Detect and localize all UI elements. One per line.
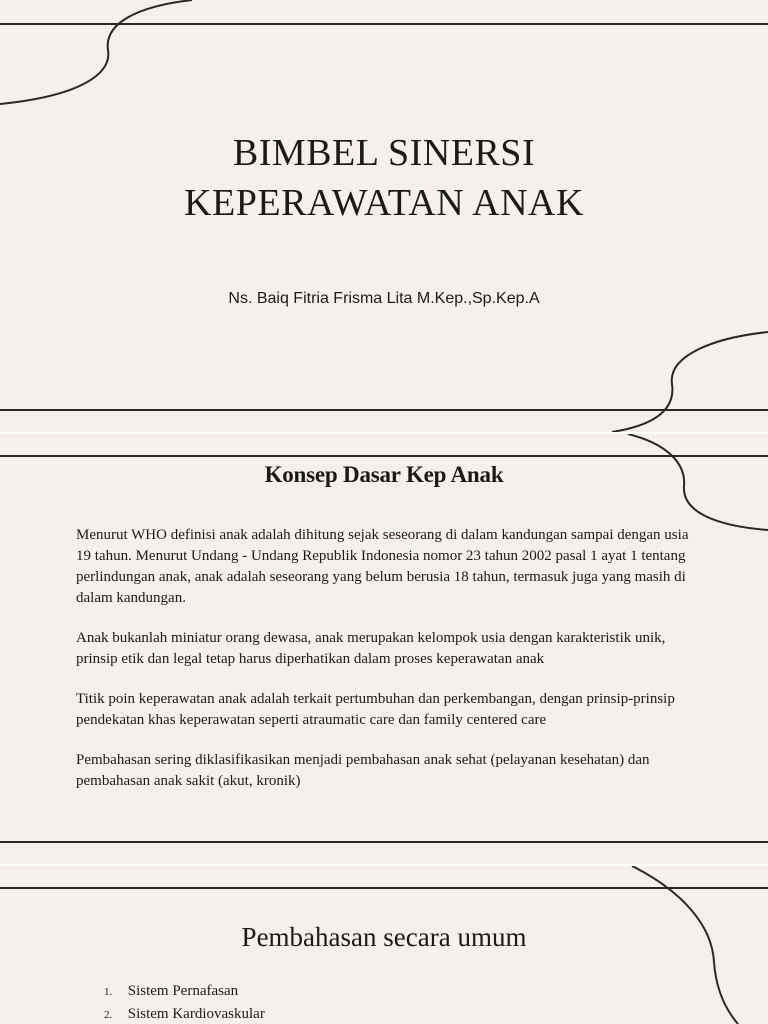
list-item (104, 980, 265, 1003)
slide-pembahasan (0, 866, 768, 1024)
section-body (76, 525, 702, 811)
paragraph: Menurut WHO definisi anak adalah dihitung sejak seseorang di dalam kandungan sampai dengan usia 19 tahun. Menurut Undang - Undang Republik Indonesia nomor 23 tahun 2002 pasal 1 ayat 1 tentang perlindungan anak, anak adalah seseorang yang belum berusia 18 tahun, termasuk juga yang masih di dalam kandungan. (76, 527, 689, 606)
section-title: Pembahasan secara umum (241, 922, 527, 952)
title-line-1: BIMBEL SINERSI (232, 132, 536, 174)
title-line-2: KEPERAWATAN ANAK (184, 182, 584, 224)
slide-konsep-dasar (0, 434, 768, 864)
paragraph: Anak bukanlah miniatur orang dewasa, anak merupakan kelompok usia dengan karakteristik unik, prinsip etik dan legal tetap harus diperhatikan dalam proses keperawatan anak (76, 630, 666, 667)
topic-list (104, 980, 265, 1024)
slide-title (0, 0, 768, 432)
list-number: 1. (104, 986, 113, 998)
author-name: Ns. Baiq Fitria Frisma Lita M.Kep.,Sp.Kep.A (228, 290, 540, 307)
list-label: Sistem Pernafasan (127, 983, 239, 999)
list-number: 2. (104, 1009, 113, 1021)
paragraph: Titik poin keperawatan anak adalah terkait pertumbuhan dan perkembangan, dengan prinsip-prinsip pendekatan khas keperawatan seperti atraumatic care dan family centered care (76, 691, 675, 728)
list-item (104, 1003, 265, 1024)
paragraph: Pembahasan sering diklasifikasikan menjadi pembahasan anak sehat (pelayanan kesehatan) dan pembahasan anak sakit (akut, kronik) (76, 752, 650, 789)
presentation-title (0, 128, 768, 228)
section-title: Konsep Dasar Kep Anak (264, 462, 504, 487)
list-label: Sistem Kardiovaskular (127, 1006, 265, 1022)
